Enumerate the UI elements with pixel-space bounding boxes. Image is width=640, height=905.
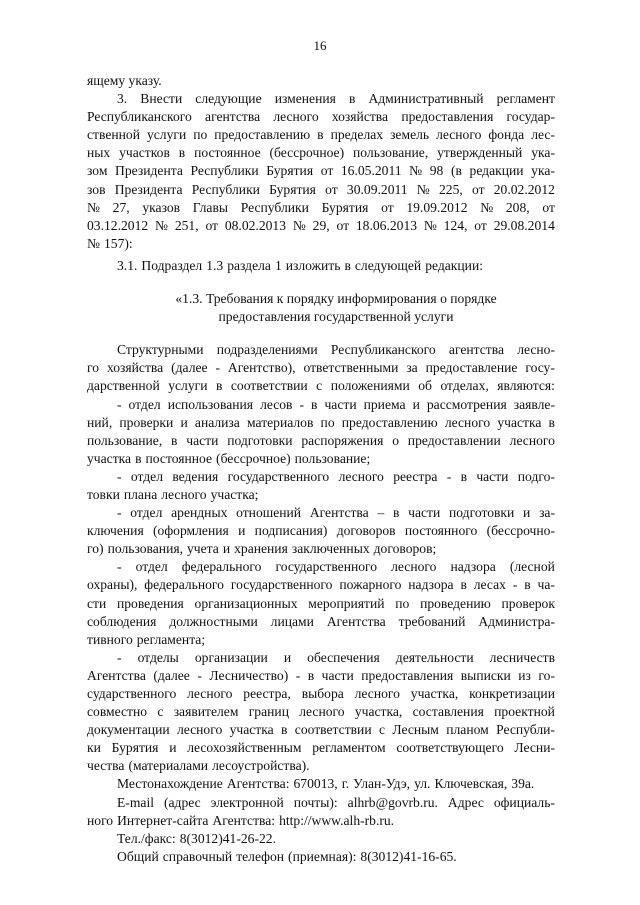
text-line: соблюдения должностными лицами Агентства требований Администра- [87,613,555,629]
document-body [87,72,555,866]
list-item-dept-forest-use [87,396,555,468]
text-line: го) пользования, учета и хранения заключенных договоров; [87,541,437,557]
text-line: пользование, в части подготовки распоряжения о предоставлении лесного [87,432,555,448]
agency-phone-reference: Общий справочный телефон (приемная): 8(3012)41-16-65. [117,848,457,864]
text-line: № 157): [87,235,133,251]
list-item-dept-supervision [87,558,555,648]
text-line: - отдел ведения государственного лесного реестра - в части подго- [117,468,555,484]
text-line: охраны), федерального государственного пожарного надзора в лесах - в ча- [87,577,555,593]
text-line: зом Президента Республики Бурятия от 16.05.2011 № 98 (в редакции ука- [87,163,555,179]
text-line: ных участков в постоянное (бессрочное) пользование, утвержденный ука- [87,145,555,161]
text-line: ний, проверки и анализа материалов по предоставлению лесного участка в [87,414,555,430]
text-line: Республиканского агентства лесного хозяйства предоставления государ- [87,109,555,125]
text-line: ки Бурятия и лесохозяйственным регламентом соответствующего Лесни- [87,740,555,756]
text-line: - отдел использования лесов - в части приема и рассмотрения заявле- [117,396,555,412]
text-line: Структурными подразделениями Республиканского агентства лесно- [117,342,555,358]
heading-line: предоставления государственной услуги [218,309,454,325]
list-item-dept-forestries [87,649,555,776]
text-line: тивного регламента; [87,631,206,647]
text-line: - отдел федерального государственного лесного надзора (лесной [117,559,555,575]
text-line: - отдел арендных отношений Агентства – в части подготовки и за- [117,505,555,521]
text-line: № 27, указов Главы Республики Бурятия от 19.09.2012 № 208, от [87,199,555,215]
text-line: Агентства (далее - Лесничество) - в части предоставления выписки из го- [87,667,555,683]
agency-phone-fax: Тел./факс: 8(3012)41-26-22. [117,830,276,846]
text-line: ного Интернет-сайта Агентства: http://www.alh-rb.ru. [87,812,395,828]
text-line: сти проведения организационных мероприятий по проведению проверок [87,595,555,611]
heading-line: «1.3. Требования к порядку информирования о порядке [175,291,497,307]
text-line: E-mail (адрес электронной почты): alhrb@govrb.ru. Адрес официаль- [117,794,555,810]
text-line: сударственного лесного реестра, выбора лесного участка, конкретизации [87,686,555,701]
text-line: участка в постоянное (бессрочное) пользование; [87,450,371,466]
text-line: совместно с заявителем границ лесного участка, составления проектной [87,704,555,720]
text-line: 03.12.2012 № 251, от 08.02.2013 № 29, от 18.06.2013 № 124, от 29.08.2014 [87,217,555,233]
page-number: 16 [313,38,327,53]
text-line: товки плана лесного участка; [87,486,259,502]
text-line: дарственной услуги в соответствии с положениями об отделах, являются: [87,378,555,394]
text-line: ящему указу. [87,73,162,88]
paragraph-item-3-1: 3.1. Подраздел 1.3 раздела 1 изложить в следующей редакции: [117,257,484,273]
text-line: го хозяйства (далее - Агентство), ответственными за предоставление госу- [87,360,555,376]
text-line: чества (материалами лесоустройства). [87,758,310,774]
text-line: зов Президента Республики Бурятия от 30.09.2011 № 225, от 20.02.2012 [87,181,555,197]
text-line: 3. Внести следующие изменения в Административный регламент [117,91,555,107]
agency-email [87,794,555,830]
section-heading [87,290,555,326]
paragraph-structural [87,341,555,395]
paragraph-item-3 [87,90,555,253]
list-item-dept-lease [87,504,555,558]
text-line: - отделы организации и обеспечения деятельности лесничеств [117,649,555,665]
text-line: документации лесного участка в соответствии с Лесным планом Республи- [87,722,555,738]
agency-location: Местонахождение Агентства: 670013, г. Улан-Удэ, ул. Ключевская, 39а. [117,776,535,792]
text-line: ственной услуги по предоставлению в пределах земель лесного фонда лес- [87,127,555,143]
text-line: ключения (оформления и подписания) договоров постоянного (бессрочно- [87,523,555,539]
list-item-dept-registry [87,468,555,504]
